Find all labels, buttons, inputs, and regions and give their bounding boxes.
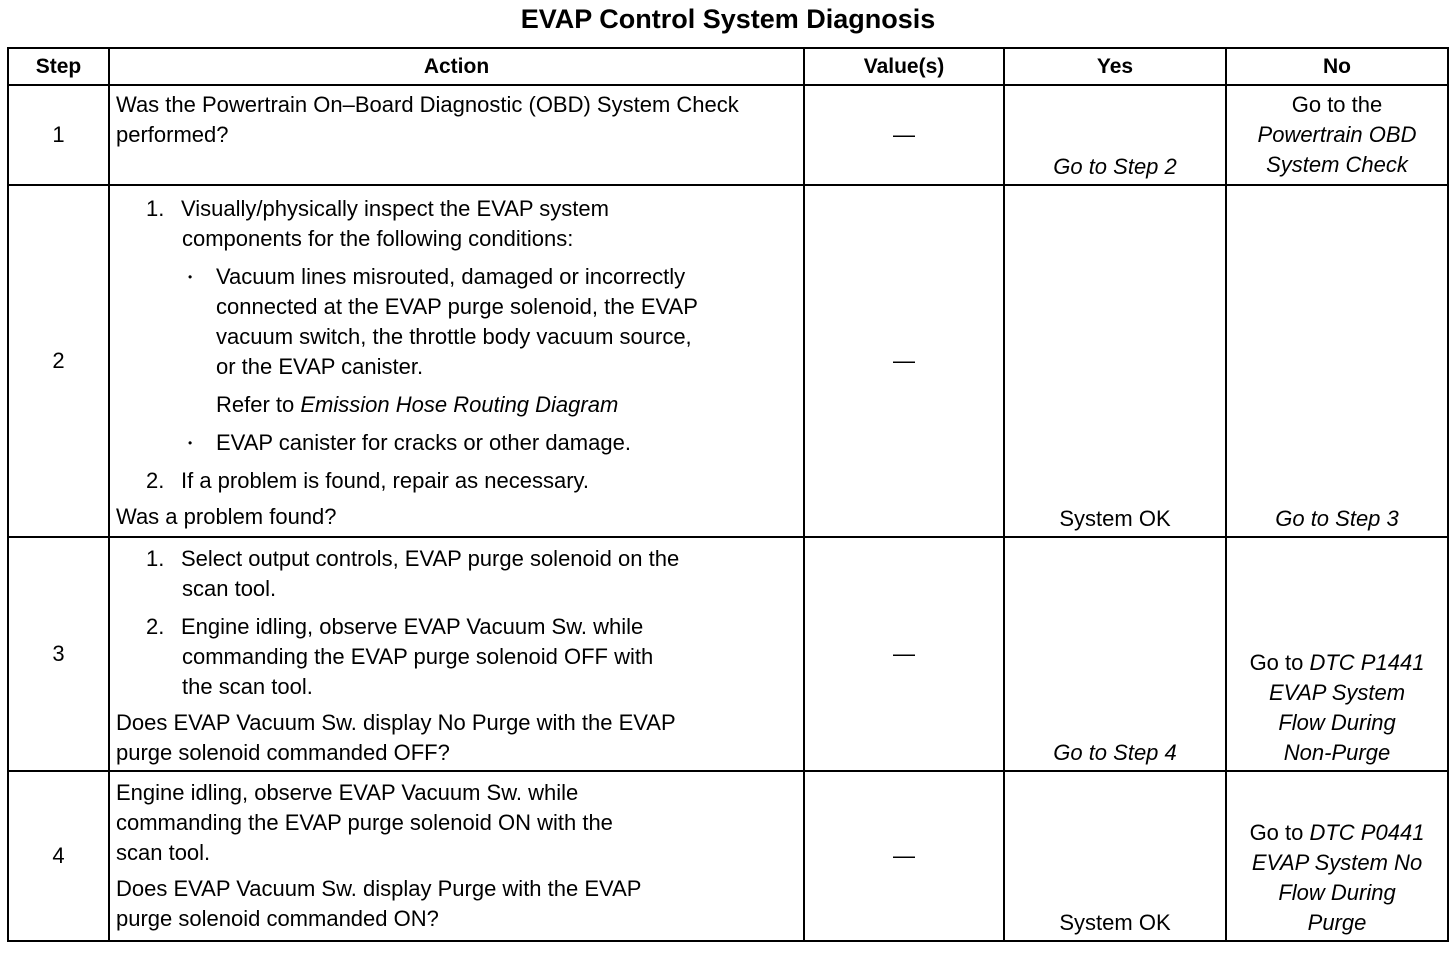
value-cell: —	[804, 771, 1004, 941]
item-text: If a problem is found, repair as necessary.	[181, 468, 590, 493]
value-cell: —	[804, 185, 1004, 537]
table-row	[8, 537, 1448, 771]
question-text: Does EVAP Vacuum Sw. display No Purge with the EVAP	[116, 710, 676, 735]
yes-cell	[1004, 537, 1226, 771]
no-text: Go to	[1249, 820, 1310, 845]
step-number: 1	[8, 85, 109, 185]
bullet-icon: •	[188, 270, 193, 284]
item-text: components for the following conditions:	[182, 226, 574, 251]
yes-cell: System OK	[1004, 771, 1226, 941]
action-cell	[109, 185, 804, 537]
table-row	[8, 185, 1448, 537]
bullet-text: or the EVAP canister.	[216, 354, 424, 379]
header-step: Step	[8, 48, 109, 85]
value-cell: —	[804, 537, 1004, 771]
refer-prefix: Refer to	[216, 392, 301, 417]
no-link-line[interactable]: Flow During	[1278, 880, 1396, 905]
bullet-icon: •	[188, 436, 193, 450]
bullet-text: EVAP canister for cracks or other damage.	[216, 430, 631, 455]
item-text: Select output controls, EVAP purge solenoid on the	[181, 546, 680, 571]
no-cell	[1226, 185, 1448, 537]
header-action: Action	[109, 48, 804, 85]
table-row	[8, 771, 1448, 941]
action-cell	[109, 771, 804, 941]
action-cell	[109, 537, 804, 771]
yes-cell	[1004, 85, 1226, 185]
refer-link[interactable]: Emission Hose Routing Diagram	[300, 392, 619, 417]
no-link-line[interactable]: Non-Purge	[1283, 740, 1391, 765]
no-cell	[1226, 537, 1448, 771]
no-link-line[interactable]: EVAP System	[1268, 680, 1406, 705]
table-header-row	[8, 48, 1448, 85]
header-no: No	[1226, 48, 1448, 85]
numbered-item	[116, 194, 797, 224]
no-text: Go to the	[1291, 92, 1383, 117]
bullet-text: connected at the EVAP purge solenoid, the EVAP	[216, 294, 698, 319]
no-first-line	[1227, 818, 1447, 848]
question-text: purge solenoid commanded OFF?	[116, 740, 450, 765]
yes-link[interactable]: Go to Step 4	[1053, 740, 1177, 765]
no-cell	[1226, 85, 1448, 185]
yes-cell: System OK	[1004, 185, 1226, 537]
no-link-line[interactable]: EVAP System No	[1251, 850, 1423, 875]
step-number: 2	[8, 185, 109, 537]
yes-link[interactable]: Go to Step 2	[1053, 154, 1177, 179]
action-text: commanding the EVAP purge solenoid ON with the	[116, 810, 613, 835]
question-text: purge solenoid commanded ON?	[116, 906, 439, 931]
action-text: Engine idling, observe EVAP Vacuum Sw. while	[116, 780, 579, 805]
no-link-line[interactable]: Powertrain OBD	[1257, 122, 1417, 147]
value-cell: —	[804, 85, 1004, 185]
question-text: Was a problem found?	[116, 504, 337, 529]
item-text: the scan tool.	[182, 674, 313, 699]
no-link-line[interactable]: System Check	[1266, 152, 1408, 177]
action-cell	[109, 85, 804, 185]
step-number: 4	[8, 771, 109, 941]
item-number: 1.	[146, 546, 165, 571]
bullet-item	[116, 262, 797, 382]
item-number: 2.	[146, 614, 165, 639]
bullet-text: Vacuum lines misrouted, damaged or incorrectly	[216, 264, 686, 289]
no-text: Go to	[1249, 650, 1310, 675]
no-first-line	[1227, 648, 1447, 678]
table-row	[8, 85, 1448, 185]
no-link-line[interactable]: Purge	[1307, 910, 1367, 935]
action-text: Was the Powertrain On–Board Diagnostic (OBD) System Check performed?	[116, 92, 739, 147]
question-text: Does EVAP Vacuum Sw. display Purge with the EVAP	[116, 876, 642, 901]
numbered-item	[116, 612, 797, 642]
numbered-item	[116, 544, 797, 574]
page-title: EVAP Control System Diagnosis	[520, 4, 936, 34]
refer-line	[116, 390, 797, 420]
no-cell	[1226, 771, 1448, 941]
item-number: 2.	[146, 468, 165, 493]
item-text: scan tool.	[182, 576, 277, 601]
item-text: Engine idling, observe EVAP Vacuum Sw. while	[181, 614, 644, 639]
no-link[interactable]: DTC P0441	[1309, 820, 1425, 845]
bullet-text: vacuum switch, the throttle body vacuum source,	[216, 324, 692, 349]
no-link[interactable]: Go to Step 3	[1275, 506, 1399, 531]
diagnosis-table	[7, 47, 1449, 942]
item-text: Visually/physically inspect the EVAP system	[181, 196, 609, 221]
step-number: 3	[8, 537, 109, 771]
item-number: 1.	[146, 196, 165, 221]
action-text: scan tool.	[116, 840, 211, 865]
header-values: Value(s)	[804, 48, 1004, 85]
header-yes: Yes	[1004, 48, 1226, 85]
no-link-line[interactable]: Flow During	[1278, 710, 1396, 735]
no-link[interactable]: DTC P1441	[1309, 650, 1425, 675]
numbered-item	[116, 466, 797, 496]
item-text: commanding the EVAP purge solenoid OFF with	[182, 644, 654, 669]
bullet-item	[116, 428, 797, 458]
